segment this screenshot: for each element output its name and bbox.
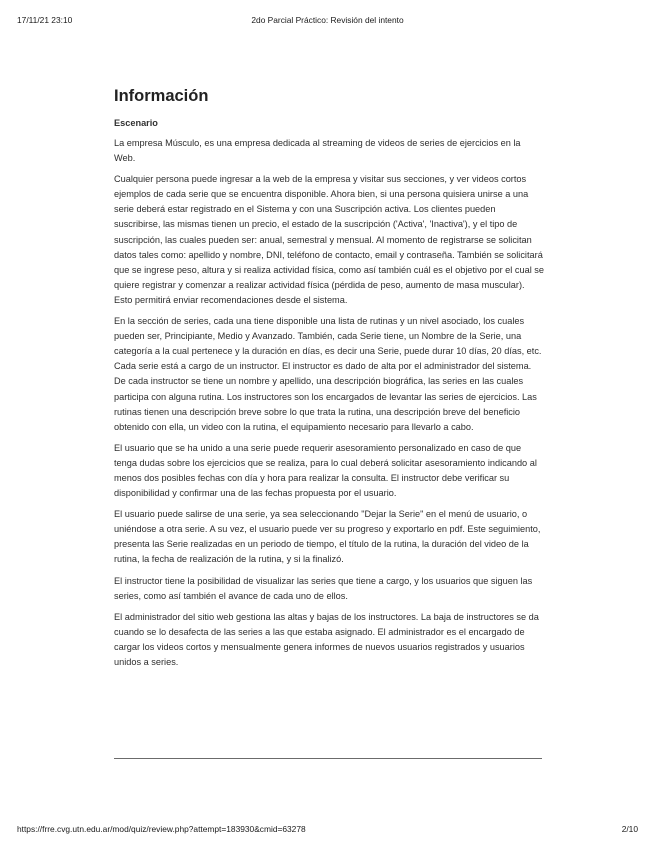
scenario-paragraph: El administrador del sitio web gestiona las altas y bajas de los instructores. La baja de instructores se da cuando se lo desafecta de las series a las que estaba asignado. El administrador es el encargado de cargar los videos cortos y mensualmente genera informes de nuevos usuarios registrados y usuarios unidos a series. [114,611,539,667]
scenario-paragraph: La empresa Músculo, es una empresa dedicada al streaming de videos de series de ejercicios en la Web. [114,138,521,164]
scenario-paragraph: El usuario que se ha unido a una serie puede requerir asesoramiento personalizado en caso de que tenga dudas sobre los ejercicios que se realiza, para lo cual deberá solicitar asesoramiento indicando al menos dos posibles fechas con día y hora para realizar la consulta. El instructor debe verificar su disponibilidad y confirmar una de las fechas propuesta por el usuario. [114,442,537,499]
scenario-paragraph: En la sección de series, cada una tiene disponible una lista de rutinas y un nivel asociado, los cuales pueden ser, Principiante, Medio y Avanzado. También, cada Serie tiene, un Nombre de la Serie, una categoría a la cual pertenece y la duración en días, es decir una Serie, puede durar 10 días, 20 días, etc. Cada serie está a cargo de un instructor. El instructor es dado de alta por el administrador del sistema. De cada instructor se tiene un nombre y apellido, una descripción biográfica, las series en las cuales participa con alguna rutina. Los instructores son los encargados de levantar las series de ejercicios. Las rutinas tienen una descripción breve sobre lo que trata la rutina, una descripción breve del beneficio obtenido con ella, un video con la rutina, el equipamiento necesario para llevarlo a cabo. [114,316,542,432]
print-page-title: 2do Parcial Práctico: Revisión del intento [251,15,404,25]
scenario-paragraph: Cualquier persona puede ingresar a la web de la empresa y visitar sus secciones, y ver videos cortos ejemplos de cada serie que se encuentra disponible. Ahora bien, si una persona quisiera unirse a una serie deberá estar registrado en el Sistema y con una Suscripción activa. Los clientes pueden suscribirse, las mismas tienen un precio, el estado de la suscripción ('Activa', 'Inactiva'), y el tipo de suscripción, las cuales pueden ser: anual, semestral y mensual. Al momento de registrarse se solicitan datos tales como: apellido y nombre, DNI, teléfono de contacto, email y contraseña. También se solicitará que se ingrese peso, altura y si realiza actividad física, como así también cuál es el objetivo por el cual se quiere registrar y comenzar a realizar actividad física (pérdida de peso, aumento de masa muscular). Esto permitirá enviar recomendaciones desde el sistema. [114,174,544,305]
print-footer [17,823,638,835]
print-header [17,14,638,26]
section-heading: Información [114,87,209,105]
print-url: https://frre.cvg.utn.edu.ar/mod/quiz/review.php?attempt=183930&cmid=63278 [17,824,306,834]
content-divider [114,758,542,759]
print-date: 17/11/21 23:10 [17,15,73,25]
section-subheading: Escenario [114,118,158,128]
page-number: 2/10 [621,824,638,834]
scenario-paragraph: El instructor tiene la posibilidad de visualizar las series que tiene a cargo, y los usuarios que siguen las series, como así también el avance de cada uno de ellos. [114,575,533,601]
question-content [114,86,544,676]
scenario-paragraph: El usuario puede salirse de una serie, ya sea seleccionando "Dejar la Serie" en el menú de usuario, o uniéndose a otra serie. A su vez, el usuario puede ver su progreso y exportarlo en pdf. Este seguimiento, presenta las Serie realizadas en un periodo de tiempo, el título de la rutina, la duración del video de la rutina, la fecha de realización de la rutina, y si la finalizó. [114,509,541,565]
